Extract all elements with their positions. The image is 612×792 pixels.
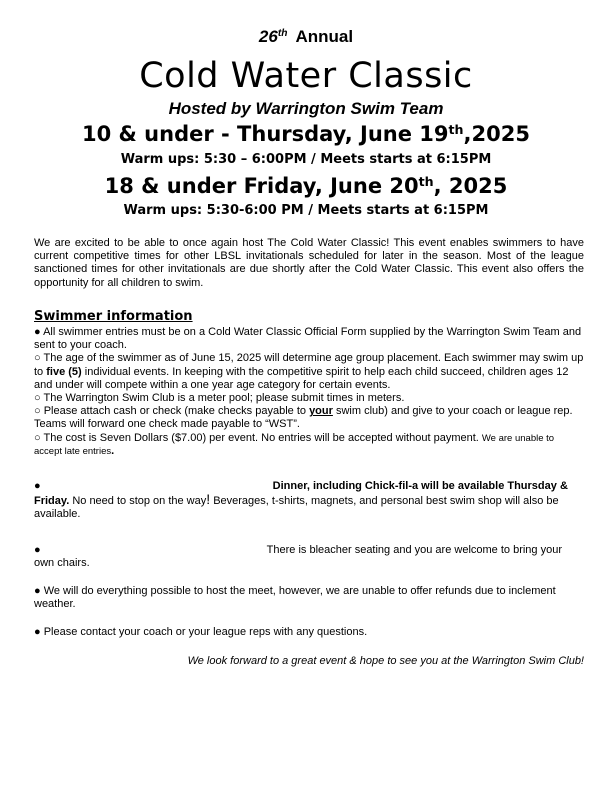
bleachers-text: There is bleacher seating and you are welcome to bring your own chairs. (34, 544, 562, 570)
meet-18-under (0, 174, 612, 198)
intro-paragraph: We are excited to be able to once again host The Cold Water Classic! This event enables swimmers to have current competitive times for other LBSL invitationals scheduled for later in the season. Most of the league sanctioned times for other invitationals are due shortly after the Cold Water Classic. This event also offers the opportunity for all children to swim. (34, 237, 584, 289)
payment-text-your: your (309, 405, 333, 418)
age-text-a: ○ The age of the swimmer as of June 15, 2025 will determine age group placement. Each swimmer may swim up to (34, 352, 584, 378)
meet-10-under (0, 122, 612, 146)
warmups-10-under: Warm ups: 5:30 – 6:00PM / Meets starts at 6:15PM (120, 152, 492, 167)
dinner-exclamation: ! (206, 491, 211, 508)
swimmer-info-list (34, 326, 584, 458)
swimmer-bullet-pool: ○ The Warrington Swim Club is a meter pool; please submit times in meters. (34, 392, 405, 405)
meet-10-under-text: 10 & under - Thursday, June 19 (82, 122, 449, 146)
age-text-c: individual events. In keeping with the competitive spirit to help each child succeed, children ages 12 and under will compete within a one year age category for certain events. (34, 365, 569, 391)
age-text-events: five (5) (46, 365, 82, 378)
cost-text-late: We are unable to accept late entries (34, 432, 555, 457)
payment-text-c: swim club) and give to your coach or league rep. Teams will forward one check made payable to “WST”. (34, 405, 573, 431)
annual-word: Annual (295, 27, 354, 46)
hosted-by: Hosted by Warrington Swim Team (168, 99, 444, 118)
swimmer-info-heading: Swimmer information (34, 309, 193, 324)
swimmer-bullet-entries: ● All swimmer entries must be on a Cold Water Classic Official Form supplied by the Warrington Swim Team and sent to your coach. (34, 326, 582, 352)
cost-text-a: ○ The cost is Seven Dollars ($7.00) per event. No entries will be accepted without payment. (34, 431, 482, 444)
swimmer-bullet-age (34, 352, 584, 392)
meet-18-under-year: , 2025 (433, 174, 508, 198)
dinner-text-1: No need to stop on the way (69, 495, 207, 508)
meet-18-under-sup: th (418, 174, 434, 190)
annual-superscript: th (277, 28, 288, 40)
swimmer-bullet-payment (34, 405, 584, 431)
annual-line (0, 27, 612, 47)
annual-number: 26 (258, 27, 278, 46)
swimmer-bullet-cost (34, 432, 584, 458)
meet-10-under-year: ,2025 (463, 122, 530, 146)
dinner-bullet: ● (34, 480, 41, 492)
dinner-text-2: Beverages, t-shirts, magnets, and personal best swim shop will also be available. (34, 495, 559, 521)
closing-line: We look forward to a great event & hope to see you at the Warrington Swim Club! (187, 655, 584, 667)
bleachers-bullet: ● (34, 544, 41, 556)
meet-10-under-sup: th (448, 122, 464, 138)
warmups-18-under: Warm ups: 5:30-6:00 PM / Meets starts at 6:15PM (123, 203, 489, 218)
contact-paragraph: ● Please contact your coach or your league reps with any questions. (34, 626, 368, 638)
dinner-paragraph (34, 480, 584, 522)
dinner-bold-text: Dinner, including Chick-fil-a will be available Thursday & Friday. (34, 480, 568, 508)
event-title: Cold Water Classic (139, 56, 473, 96)
bleachers-paragraph (34, 544, 584, 570)
meet-18-under-text: 18 & under Friday, June 20 (104, 174, 419, 198)
cost-text-period: . (111, 444, 115, 457)
weather-paragraph: ● We will do everything possible to host the meet, however, we are unable to offer refunds due to inclement weather. (34, 585, 556, 611)
payment-text-a: ○ Please attach cash or check (make checks payable to (34, 405, 310, 418)
